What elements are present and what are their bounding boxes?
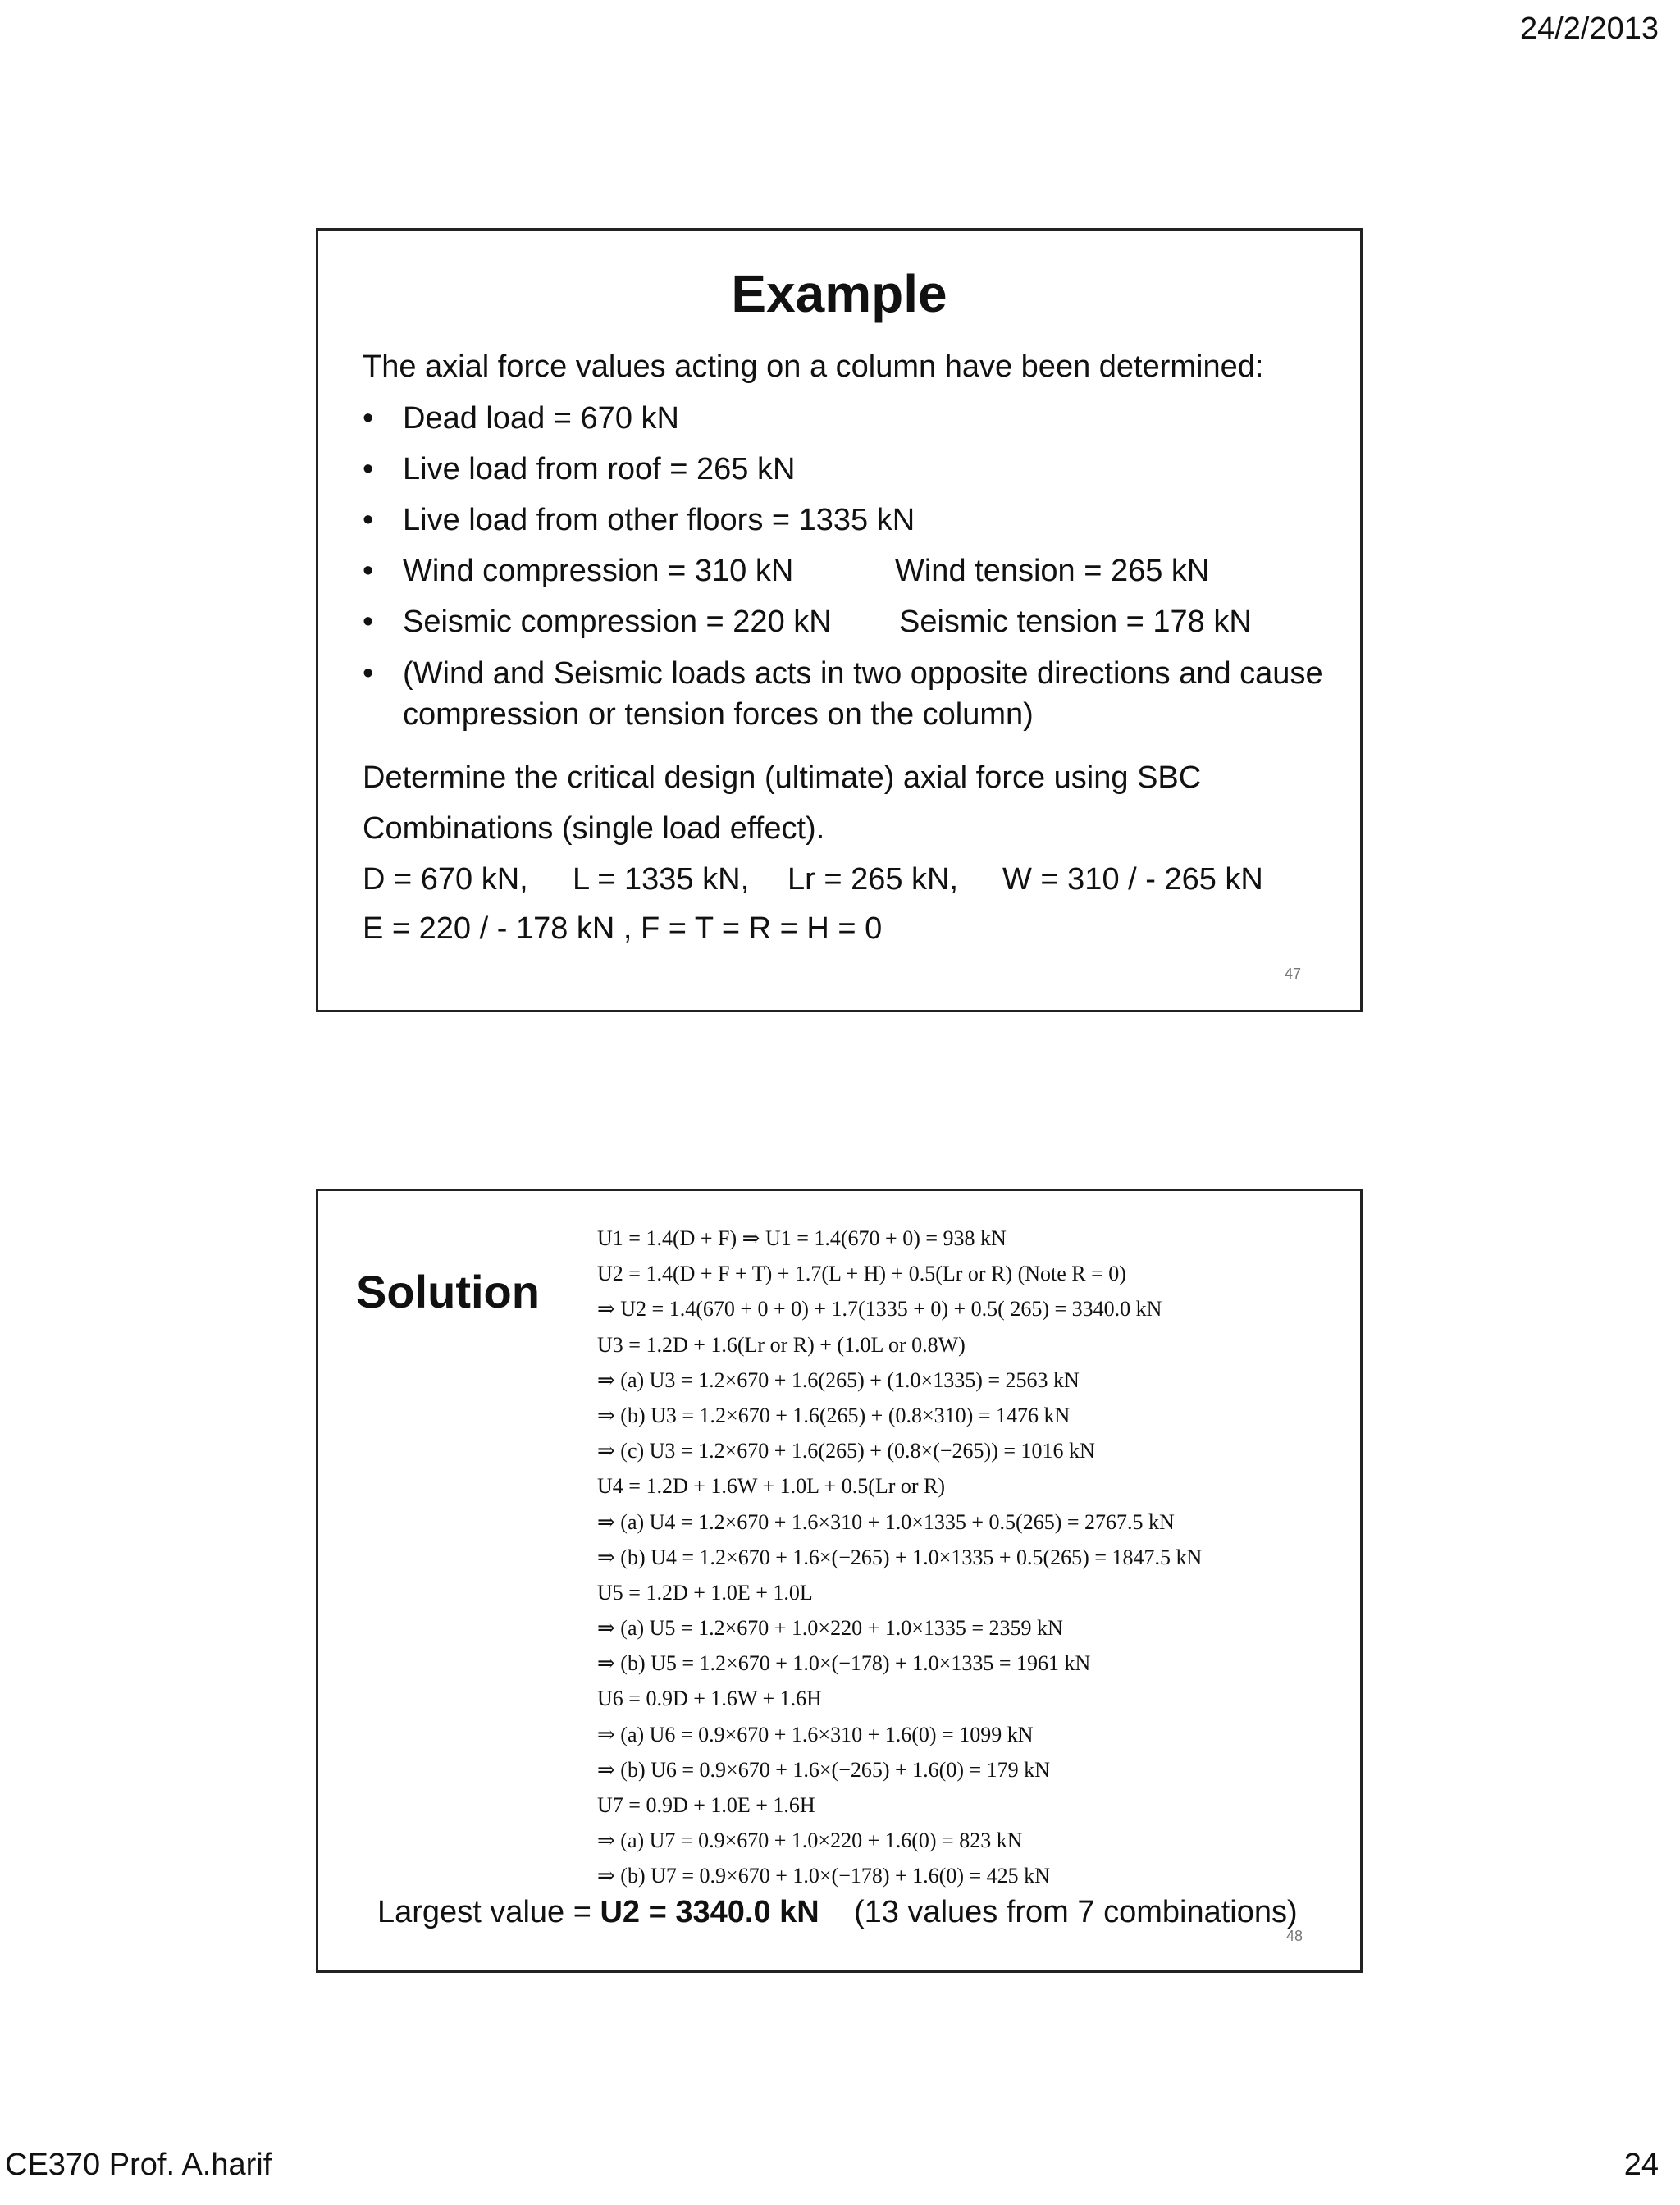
equation-row: ⇒ (a) U7 = 0.9×670 + 1.0×220 + 1.6(0) = 823 kN bbox=[597, 1828, 1023, 1853]
footer-course: CE370 Prof. A.harif bbox=[5, 2148, 272, 2182]
equation-row: U1 = 1.4(D + F) ⇒ U1 = 1.4(670 + 0) = 938 kN bbox=[597, 1226, 1007, 1250]
live-load-var: L = 1335 kN, bbox=[573, 862, 750, 897]
bullet-icon: • bbox=[363, 452, 374, 486]
roof-load-var: Lr = 265 kN, bbox=[788, 862, 959, 897]
equation-row: U7 = 0.9D + 1.0E + 1.6H bbox=[597, 1793, 815, 1817]
equation-row: U3 = 1.2D + 1.6(Lr or R) + (1.0L or 0.8W) bbox=[597, 1332, 966, 1357]
page-date: 24/2/2013 bbox=[1519, 11, 1659, 46]
seismic-load-var: E = 220 / - 178 kN , F = T = R = H = 0 bbox=[363, 911, 883, 946]
footer-page-number: 24 bbox=[1623, 2148, 1659, 2182]
largest-label: Largest value = bbox=[377, 1895, 600, 1929]
slide-number: 48 bbox=[1285, 1928, 1303, 1944]
dead-load-var: D = 670 kN, bbox=[363, 862, 528, 897]
equation-row: U4 = 1.2D + 1.6W + 1.0L + 0.5(Lr or R) bbox=[597, 1474, 946, 1499]
bullet-icon: • bbox=[363, 656, 374, 691]
seismic-tension-text: Seismic tension = 178 kN bbox=[899, 605, 1252, 639]
slide-title-solution: Solution bbox=[356, 1266, 540, 1317]
task-line-2: Combinations (single load effect). bbox=[363, 811, 825, 846]
task-line-1: Determine the critical design (ultimate) axial force using SBC bbox=[363, 760, 1202, 795]
largest-note: (13 values from 7 combinations) bbox=[853, 1895, 1298, 1929]
list-item: • Live load from other floors = 1335 kN bbox=[363, 500, 1331, 540]
solution-slide bbox=[316, 1189, 1363, 1973]
list-item: • Dead load = 670 kN bbox=[363, 399, 1331, 438]
equation-row: ⇒ (b) U6 = 0.9×670 + 1.6×(−265) + 1.6(0) = 179 kN bbox=[597, 1757, 1050, 1782]
slide-title-example: Example bbox=[731, 264, 947, 323]
equation-row: ⇒ (a) U6 = 0.9×670 + 1.6×310 + 1.6(0) = 1099 kN bbox=[597, 1722, 1034, 1746]
list-item: • Seismic compression = 220 kN Seismic tension = 178 kN bbox=[363, 602, 1331, 641]
largest-value-line bbox=[377, 1895, 1298, 1930]
equation-row: ⇒ U2 = 1.4(670 + 0 + 0) + 1.7(1335 + 0) + 0.5( 265) = 3340.0 kN bbox=[597, 1297, 1162, 1322]
equation-row: ⇒ (b) U7 = 0.9×670 + 1.0×(−178) + 1.6(0) = 425 kN bbox=[597, 1864, 1050, 1888]
equation-row: ⇒ (a) U5 = 1.2×670 + 1.0×220 + 1.0×1335 = 2359 kN bbox=[597, 1616, 1063, 1641]
equation-row: U6 = 0.9D + 1.6W + 1.6H bbox=[597, 1687, 822, 1711]
equation-row: ⇒ (b) U4 = 1.2×670 + 1.6×(−265) + 1.0×1335 + 0.5(265) = 1847.5 kN bbox=[597, 1545, 1203, 1569]
largest-value: U2 = 3340.0 kN bbox=[600, 1895, 819, 1929]
list-item: • (Wind and Seismic loads acts in two opposite directions and cause compression or tension forces on the column) bbox=[363, 653, 1331, 735]
intro-text: The axial force values acting on a column have been determined: bbox=[363, 349, 1264, 384]
list-item: • Wind compression = 310 kN Wind tension = 265 kN bbox=[363, 551, 1331, 591]
wind-tension-text: Wind tension = 265 kN bbox=[895, 554, 1210, 588]
equation-row: U2 = 1.4(D + F + T) + 1.7(L + H) + 0.5(Lr or R) (Note R = 0) bbox=[597, 1262, 1126, 1286]
equation-row: ⇒ (b) U5 = 1.2×670 + 1.0×(−178) + 1.0×1335 = 1961 kN bbox=[597, 1651, 1091, 1676]
equation-row: ⇒ (b) U3 = 1.2×670 + 1.6(265) + (0.8×310) = 1476 kN bbox=[597, 1403, 1071, 1427]
load-list bbox=[363, 399, 1331, 746]
wind-load-var: W = 310 / - 265 kN bbox=[1002, 862, 1263, 897]
equation-row: ⇒ (c) U3 = 1.2×670 + 1.6(265) + (0.8×(−265)) = 1016 kN bbox=[597, 1439, 1095, 1463]
equation-row: U5 = 1.2D + 1.0E + 1.0L bbox=[597, 1580, 813, 1605]
bullet-icon: • bbox=[363, 554, 374, 588]
equation-list bbox=[597, 1221, 1202, 1894]
list-item: • Live load from roof = 265 kN bbox=[363, 450, 1331, 489]
bullet-icon: • bbox=[363, 605, 374, 639]
slide-number: 47 bbox=[1284, 966, 1301, 982]
bullet-icon: • bbox=[363, 401, 374, 436]
equation-row: ⇒ (a) U3 = 1.2×670 + 1.6(265) + (1.0×1335) = 2563 kN bbox=[597, 1367, 1080, 1392]
bullet-icon: • bbox=[363, 503, 374, 537]
equation-row: ⇒ (a) U4 = 1.2×670 + 1.6×310 + 1.0×1335 + 0.5(265) = 2767.5 kN bbox=[597, 1509, 1175, 1534]
example-slide bbox=[316, 228, 1363, 1012]
